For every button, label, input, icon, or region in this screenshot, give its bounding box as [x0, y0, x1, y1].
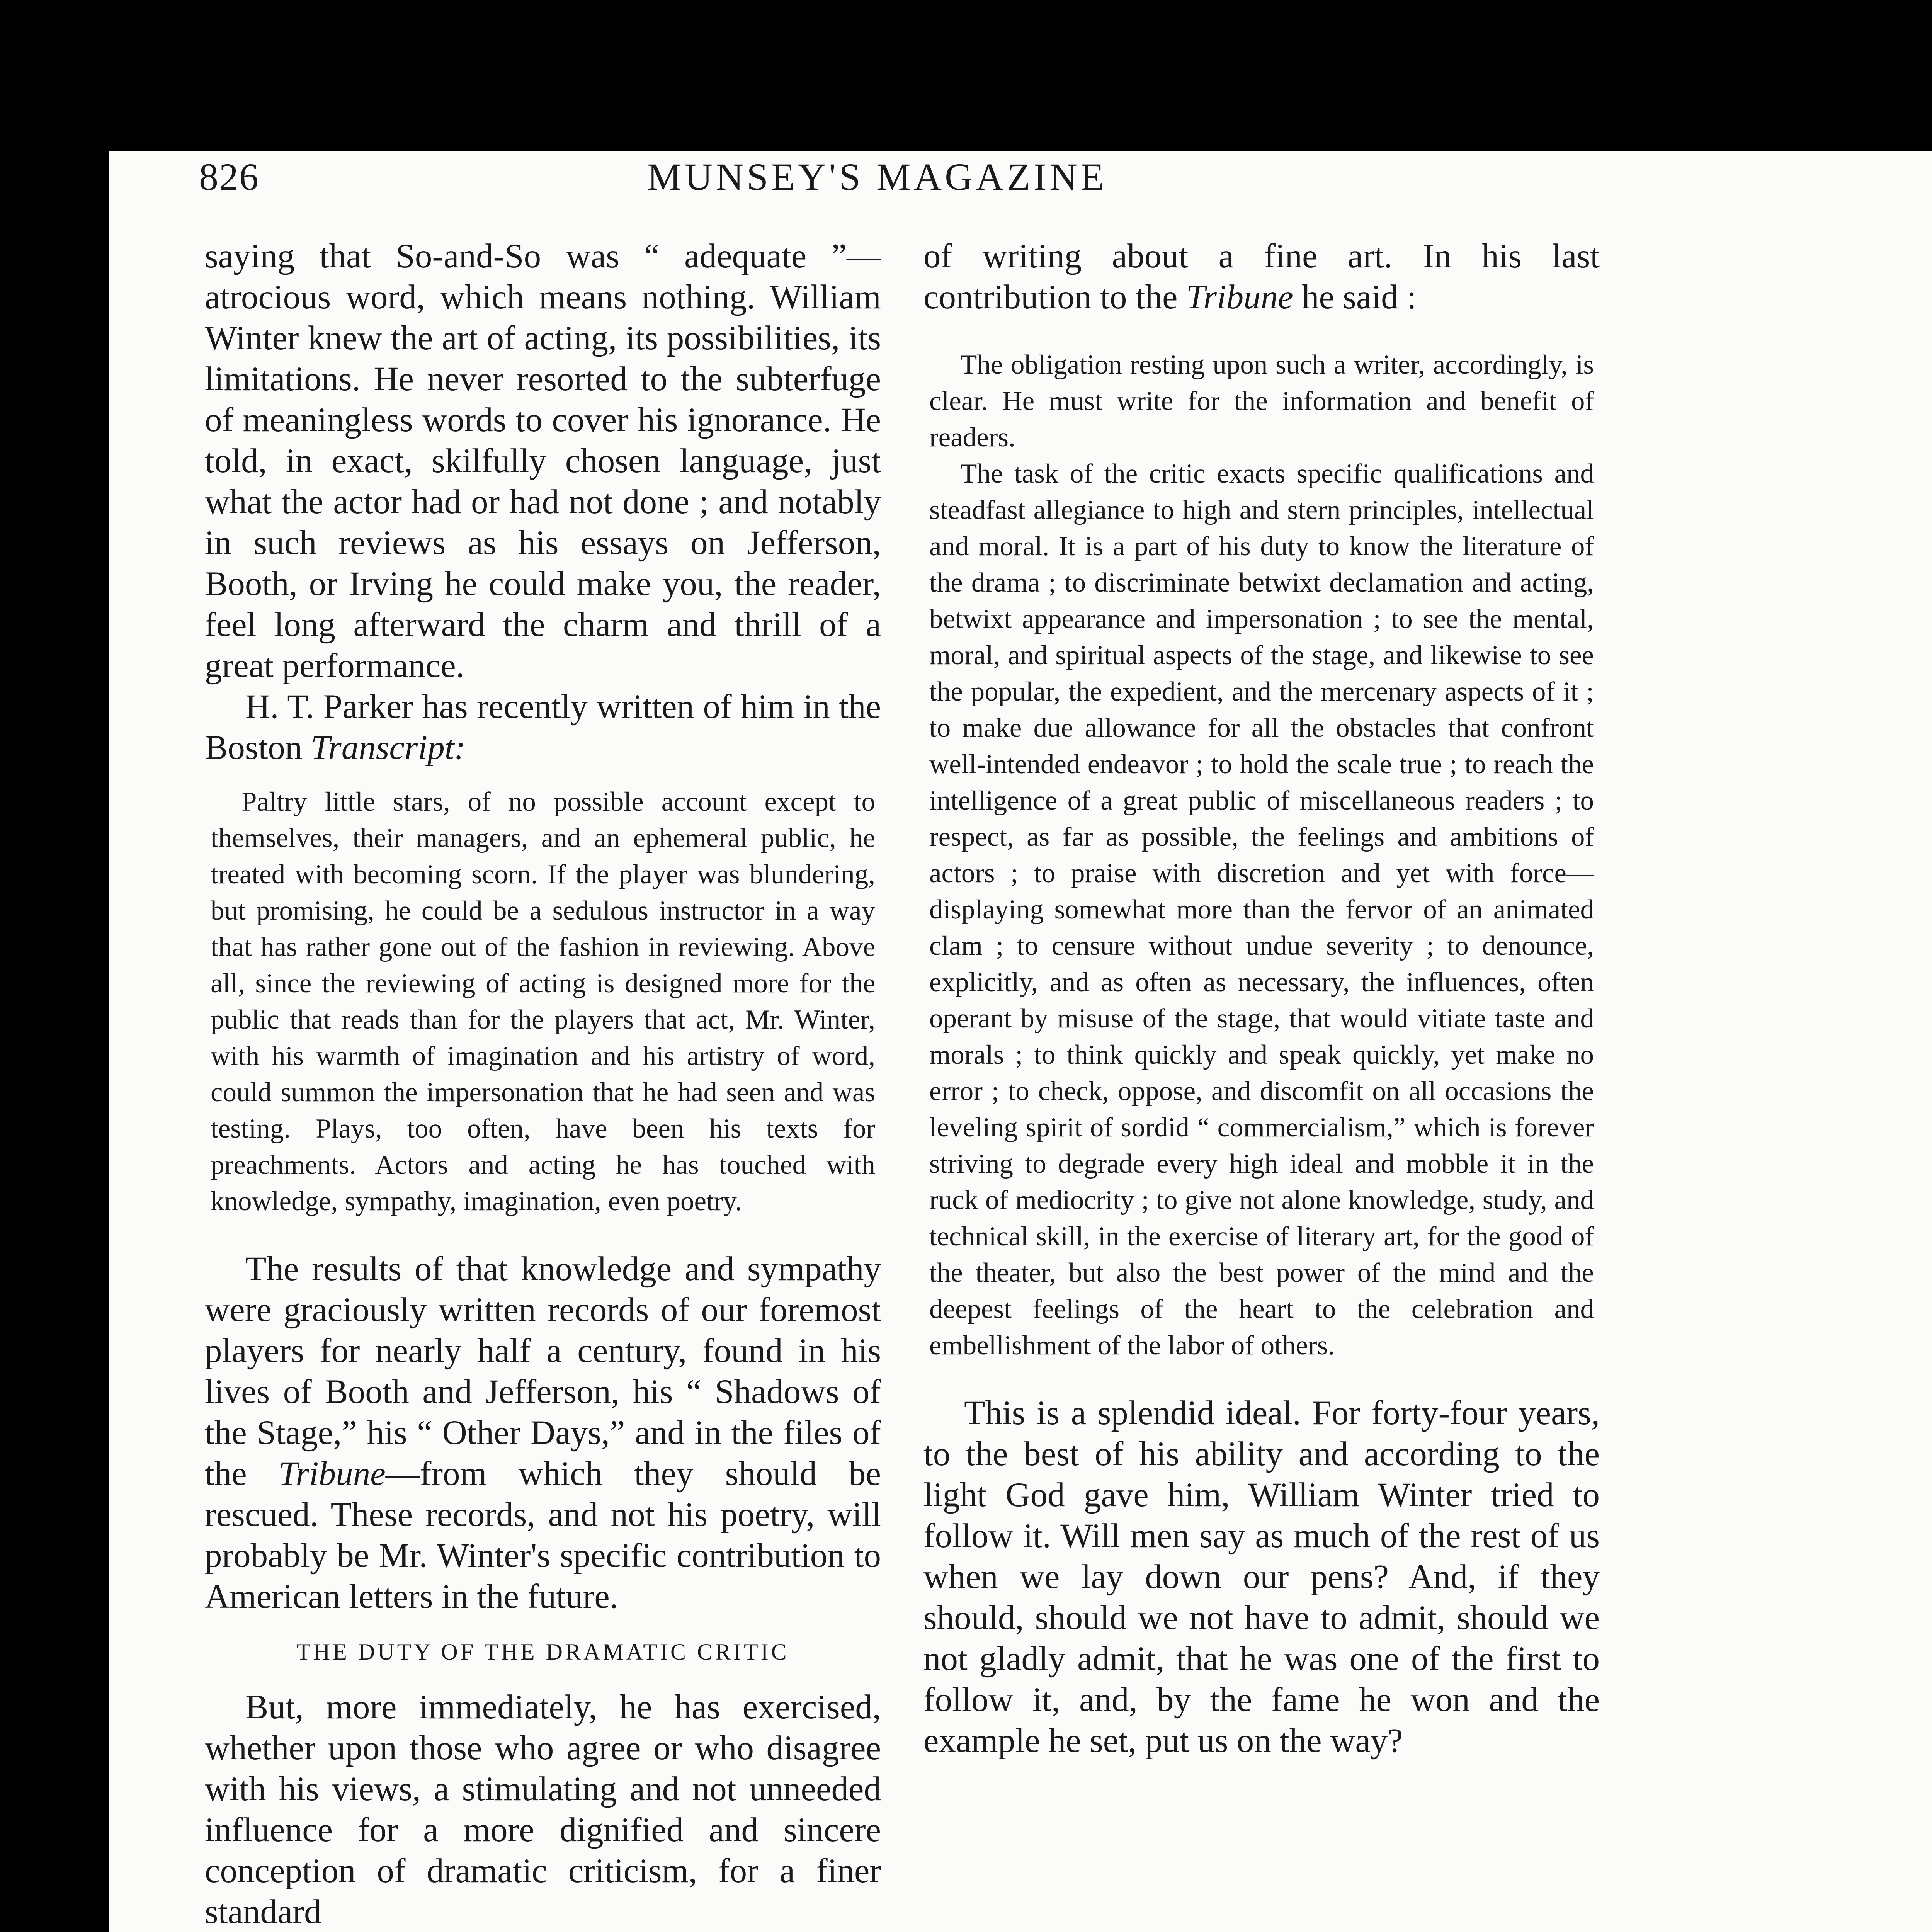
tribune-quotation-1: The obligation resting upon such a writer, accordingly, is clear. He must write for the information and benefit of readers.	[929, 350, 1594, 452]
left-paragraph-2	[205, 686, 881, 768]
section-subheading: THE DUTY OF THE DRAMATIC CRITIC	[296, 1639, 789, 1665]
right-paragraph-1-emphasis: Tribune	[1186, 278, 1293, 316]
left-paragraph-3-emphasis: Tribune	[278, 1455, 386, 1493]
left-paragraph-4: But, more immediately, he has exercised, whether upon those who agree or who disagree with his views, a stimulating and not unneeded influence for a more dignified and sincere conception of dramatic criticism, for a finer standard	[205, 1688, 881, 1931]
left-paragraph-3	[205, 1248, 881, 1617]
running-title: MUNSEY'S MAGAZINE	[647, 155, 1107, 198]
right-paragraph-1-text-b: he said :	[1293, 278, 1417, 316]
left-column	[205, 236, 881, 1932]
right-paragraph-2: This is a splendid ideal. For forty-four years, to the best of his ability and according to the light God gave him, William Winter tried to follow it. Will men say as much of the rest of us when we lay down our pens? And, if they should, should we not have to admit, should we not gladly admit, that he was one of the first to follow it, and, by the fame he won and the example he set, put us on the way?	[923, 1394, 1600, 1760]
parker-quotation: Paltry little stars, of no possible account except to themselves, their managers, and an ephemeral public, he treated with becoming scorn. If the player was blundering, but promising, he could be a sedulous instructor in a way that has rather gone out of the fashion in reviewing. Above all, since the reviewing of acting is designed more for the public that reads than for the players that act, Mr. Winter, with his warmth of imagination and his artistry of word, could summon the impersonation that he had seen and was testing. Plays, too often, have been his texts for preachments. Actors and acting he has touched with knowledge, sympathy, imagination, even poetry.	[211, 787, 875, 1216]
left-paragraph-2-emphasis: Transcript:	[311, 729, 466, 767]
right-column	[923, 236, 1600, 1761]
right-paragraph-1-text-a: of writing about a fine art. In his last contribution to the	[923, 237, 1600, 316]
left-paragraph-3-text-b: —from which they should be rescued. These records, and not his poetry, will probably be Mr. Winter's specific contribution to American letters in the future.	[205, 1455, 881, 1616]
right-paragraph-1	[923, 236, 1600, 318]
tribune-quotation-2: The task of the critic exacts specific qualifications and steadfast allegiance to high and stern principles, intellectual and moral. It is a part of his duty to know the literature of the drama ; to discriminate betwixt declamation and acting, betwixt appearance and impersonation ; to see the mental, moral, and spiritual aspects of the stage, and likewise to see the popular, the expedient, and the mercenary aspects of it ; to make due allowance for all the obstacles that confront well-intended endeavor ; to hold the scale true ; to reach the intelligence of a great public of miscellaneous readers ; to respect, as far as possible, the feelings and ambitions of actors ; to praise with discretion and yet with force—displaying somewhat more than the fervor of an animated clam ; to censure without undue severity ; to denounce, explicitly, and as often as necessary, the influences, often operant by misuse of the stage, that would vitiate taste and morals ; to think quickly and speak quickly, yet make no error ; to check, oppose, and discomfit on all occasions the leveling spirit of sordid “ commercialism,” which is forever striving to degrade every high ideal and mobble it in the ruck of mediocrity ; to give not alone knowledge, study, and technical skill, in the exercise of literary art, for the good of the theater, but also the best power of the mind and the deepest feelings of the heart to the celebration and embellishment of the labor of others.	[929, 459, 1594, 1361]
page-number: 826	[199, 155, 259, 198]
page-header	[199, 155, 1725, 205]
left-paragraph-2-text: H. T. Parker has recently written of him in the Boston	[205, 688, 881, 767]
left-paragraph-3-text-a: The results of that knowledge and sympathy were graciously written records of our foremost players for nearly half a century, found in his lives of Booth and Jefferson, his “ Shadows of the Stage,” his “ Other Days,” and in the files of the	[205, 1250, 881, 1493]
left-paragraph-1: saying that So-and-So was “ adequate ”— atrocious word, which means nothing. William Winter knew the art of acting, its possibilities, its limitations. He never resorted to the subterfuge of meaningless words to cover his ignorance. He told, in exact, skilfully chosen language, just what the actor had or had not done ; and notably in such reviews as his essays on Jefferson, Booth, or Irving he could make you, the reader, feel long afterward the charm and thrill of a great performance.	[205, 237, 881, 685]
